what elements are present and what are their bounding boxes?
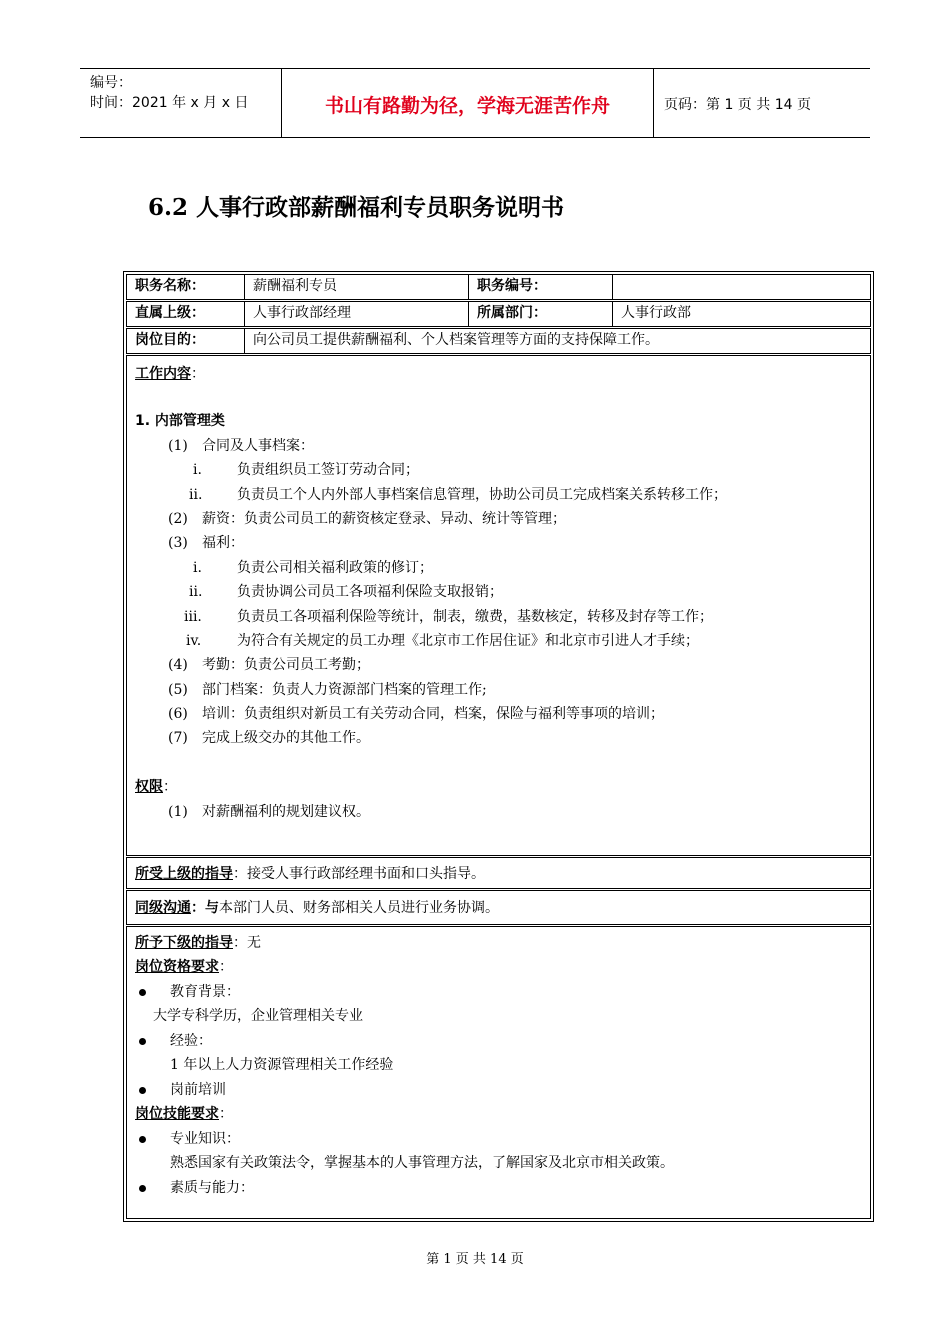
list-item: ii.: [189, 584, 203, 600]
table-row: [126, 274, 871, 300]
number-label: 编号：: [90, 75, 132, 91]
experience-value: 1 年以上人力资源管理相关工作经验: [170, 1057, 394, 1073]
peer-label: 同级沟通: [135, 900, 191, 916]
list-item: i.: [193, 560, 202, 576]
list-item-text: 负责员工各项福利保险等统计，制表，缴费，基数核定，转移及封存等工作；: [237, 609, 713, 625]
list-item-text: 部门档案：负责人力资源部门档案的管理工作;: [202, 682, 487, 698]
requirements-section: [126, 926, 871, 1219]
list-item: (1): [168, 804, 188, 820]
list-item-text: 考勤：负责公司员工考勤；: [202, 657, 370, 673]
subordinate-text: ：无: [233, 935, 261, 951]
list-item: (2): [168, 511, 188, 527]
table-row: [126, 328, 871, 354]
list-item-text: 负责协调公司员工各项福利保险支取报销；: [237, 584, 503, 600]
header-meta: [90, 73, 248, 113]
knowledge-value: 熟悉国家有关政策法令，掌握基本的人事管理方法，了解国家及北京市相关政策。: [170, 1155, 674, 1171]
bullet-icon: [139, 1038, 146, 1045]
header-divider: [653, 69, 654, 137]
qualification-colon: ：: [219, 959, 233, 975]
list-item: i.: [193, 462, 202, 478]
position-number-label: 职务编号：: [469, 275, 613, 299]
list-item: (6): [168, 706, 188, 722]
list-item-text: 合同及人事档案：: [202, 438, 314, 454]
list-item-text: 对薪酬福利的规划建议权。: [202, 804, 370, 820]
list-item: (5): [168, 682, 188, 698]
work-content-colon: ：: [191, 366, 205, 382]
bullet-icon: [139, 1136, 146, 1143]
peer-text: 本部门人员、财务部相关人员进行业务协调。: [219, 900, 499, 916]
section-internal-management: 1. 内部管理类: [135, 413, 225, 429]
qualification-heading: 岗位资格要求: [135, 959, 219, 975]
page-footer: 第 1 页 共 14 页: [426, 1252, 524, 1267]
bullet-icon: [139, 1185, 146, 1192]
list-item: (7): [168, 730, 188, 746]
list-item-text: 培训：负责组织对新员工有关劳动合同，档案，保险与福利等事项的培训；: [202, 706, 664, 722]
list-item: iv.: [186, 633, 202, 649]
supervisor-label: 直属上级：: [127, 302, 245, 326]
knowledge-label: 专业知识：: [170, 1131, 240, 1147]
authority-heading: 权限: [135, 779, 163, 795]
work-content-section: [126, 355, 871, 856]
guidance-section: [126, 857, 871, 889]
position-name-value: 薪酬福利专员: [245, 275, 469, 299]
skills-heading: 岗位技能要求: [135, 1106, 219, 1122]
subordinate-label: 所予下级的指导: [135, 935, 233, 951]
guidance-label: 所受上级的指导: [135, 866, 233, 882]
purpose-value: 向公司员工提供薪酬福利、个人档案管理等方面的支持保障工作。: [253, 332, 659, 348]
department-value: 人事行政部: [621, 305, 691, 321]
education-label: 教育背景：: [170, 984, 240, 1000]
list-item-text: 负责公司相关福利政策的修订；: [237, 560, 433, 576]
list-item-text: 薪资：负责公司员工的薪资核定登录、异动、统计等管理；: [202, 511, 566, 527]
list-item: (1): [168, 438, 188, 454]
guidance-text: ：接受人事行政部经理书面和口头指导。: [233, 866, 485, 882]
skills-colon: ：: [219, 1106, 233, 1122]
department-label: 所属部门：: [469, 302, 613, 326]
bullet-icon: [139, 989, 146, 996]
supervisor-value: 人事行政部经理: [245, 302, 469, 326]
document-title: 6.2 人事行政部薪酬福利专员职务说明书: [148, 194, 565, 221]
job-description-table: [123, 271, 874, 1222]
ability-label: 素质与能力：: [170, 1180, 254, 1196]
list-item-text: 负责组织员工签订劳动合同；: [237, 462, 419, 478]
header-motto: 书山有路勤为径，学海无涯苦作舟: [324, 95, 610, 117]
page-header: [80, 68, 870, 138]
list-item-text: 负责员工个人内外部人事档案信息管理，协助公司员工完成档案关系转移工作；: [237, 487, 727, 503]
list-item: ii.: [189, 487, 203, 503]
list-item-text: 完成上级交办的其他工作。: [202, 730, 370, 746]
position-number-value: [613, 275, 870, 299]
list-item: (3): [168, 535, 188, 551]
list-item: iii.: [184, 609, 202, 625]
list-item-text: 为符合有关规定的员工办理《北京市工作居住证》和北京市引进人才手续；: [237, 633, 699, 649]
work-content-heading: 工作内容: [135, 366, 191, 382]
time-label: 时间：2021 年 x 月 x 日: [90, 95, 249, 111]
header-page-info: 页码：第 1 页 共 14 页: [664, 97, 811, 113]
bullet-icon: [139, 1087, 146, 1094]
authority-colon: ：: [163, 779, 177, 795]
position-name-label: 职务名称：: [127, 275, 245, 299]
list-item: (4): [168, 657, 188, 673]
peer-colon: ：与: [191, 900, 219, 916]
list-item-text: 福利：: [202, 535, 244, 551]
experience-label: 经验：: [170, 1033, 212, 1049]
education-value: 大学专科学历，企业管理相关专业: [153, 1008, 363, 1024]
purpose-label: 岗位目的：: [127, 329, 245, 353]
table-row: [126, 301, 871, 327]
training-item: 岗前培训: [170, 1082, 226, 1098]
peer-communication-section: [126, 890, 871, 925]
